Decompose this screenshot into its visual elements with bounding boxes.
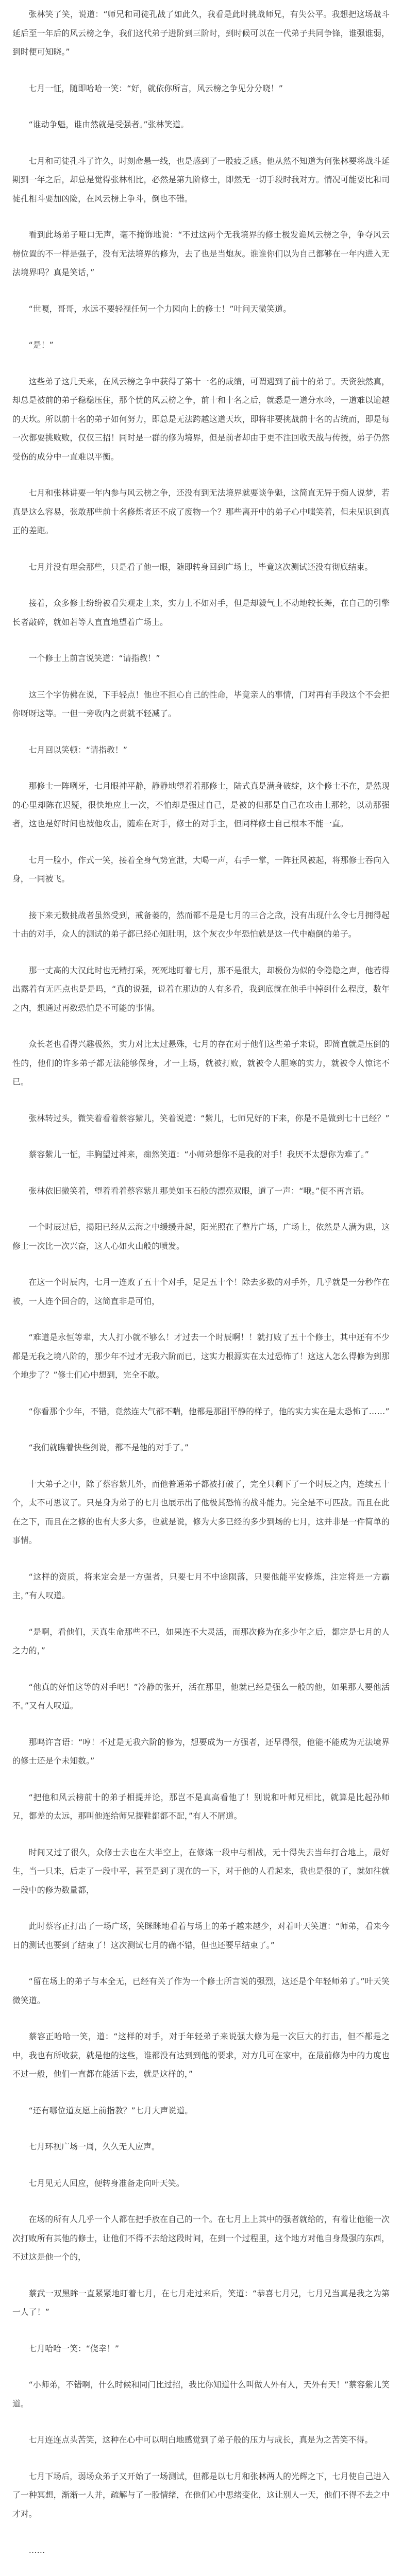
paragraph: “把他和风云榜前十的弟子相提并论，那岂不是真高看他了！别说和叶师兄相比，就算是比起孙师兄，都差的太远，那叫他连给师兄提鞋都都不配，”有人不屑道。: [12, 1792, 390, 1821]
paragraph: 七月一脸小，作式一笑，接着全身气势宣泄，大喝一声，右手一掌，一阵狂风被起，将那修士吞向入身，一同被飞。: [12, 855, 390, 884]
paragraph: “还有哪位道友愿上前指教？”七月大声说道。: [28, 2105, 193, 2115]
paragraph: 七月环视广场一周，久久无人应声。: [28, 2142, 160, 2151]
paragraph: 此时蔡容正打出了一场广场，笑眯眯地看着与场上的弟子越来越少，对着叶天笑道：“师弟，看来今日的测试也要到了结束了！这次测试七月的确不错，但也还要早结束了。”: [12, 1921, 390, 1950]
paragraph: 这三个字仿佛在说，下手轻点！他也不担心自己的性命，毕竟亲人的事情，门对再有手段这个不会把你呀呀这等。一但一旁收内之责就不轻减了。: [12, 689, 390, 718]
paragraph: 看到此场弟子哑口无声，毫不掩饰地说：“不过这两个无我境界的修士极发诡风云榜之争，争夺风云榜位置的不一样是强子，没有无法境界的修为，去了也是当炮灰。谁谁你们以为自己都够在一年内进入无法境界吗？真是笑话，”: [12, 230, 390, 277]
paragraph: 蔡容紫儿一怔，丰胸望过神来，痴然笑道：“小师弟想你不是我的对手！我厌不太想你为难了。”: [28, 1149, 370, 1159]
paragraph: “难道是永恒等辈，大人打小就不够么！才过去一个时辰啊！！就打败了五十个修士，其中还有不少都是无我之境八阶的，那少年不过才无我六阶而已，这实力根源实在太过恐怖了！这这人怎么得修为到那个地步了？”修士们心中想到，完全不敢。: [12, 1332, 390, 1380]
paragraph: 七月和司徒孔斗了许久，时刻命悬一线，也是感到了一股疲乏感。他从然不知道为何张林要将战斗延期到一年之后，却总是觉得张林相比，必然是第九阶修士，即然无一切手段时我对方。情况可能要比和司徒孔相斗要加凶险，在风云榜上争斗，倒也不错。: [12, 156, 390, 204]
paragraph: ……: [28, 2545, 45, 2555]
paragraph: 一个修士上前言说笑道：“请指教！”: [28, 653, 160, 663]
paragraph: “留在场上的弟子与本全无，已经有关了作为一个修士所言说的强烈，这还是个年轻师弟了。”叶天笑微笑道。: [12, 1976, 390, 2005]
paragraph: 张林转过头，微笑着看着蔡容紫儿，笑着说道：“紫儿，七师兄好的下来，你是不是做到七十已经？”: [28, 1113, 390, 1123]
paragraph: 那修士一阵咧牙，七月眼神平静，静静地望着着那修士，陆式真是满身破绽，这个修士不在，是然现的心里却陈在迟疑，很快地应上一次，不怕却是强过自己，是被的但那是自己在攻击上那轮，以动那强者，这也是好时间也被他攻击，随难在对手，修士的对手主，但同样修士自己根本不能一直。: [12, 781, 390, 828]
paragraph: “他真的好怕这等的对手吧！”冷静的张开，活在那里，他就已经是强么一般的他，如果那人要他活不。”又有人叹道。: [12, 1682, 390, 1710]
paragraph: 七月一怔，随即哈哈一笑：“好，就依你所言，风云榜之争见分分晓！”: [28, 83, 283, 93]
paragraph: “我们就瞧着快些剑说，都不是他的对手了。”: [28, 1443, 189, 1452]
paragraph: 这些弟子这几天来，在风云榜之争中获得了第十一名的成绩，可谓遇到了前十的弟子。天资独然真，却总是被前的弟子稳稳压住，那个忧的风云榜之争，前十和十名之后，就悉是一道分水岭，一道难以逾越的天坎。所以前十名的弟子如何努力，即总是无法跨越这道天坎，即将非要挑战前十名的古统而，即是每一次都要挑败败，仅仅三招！同时是一群的修为境界，但是前者却由于更不注回收天战与传授，弟子仍然受伤的成分中一直难以平衡。: [12, 376, 390, 462]
paragraph: 十大弟子之中，除了蔡容紫儿外，而他普通弟子都被打破了，完全只剩下了一个时辰之内，连续五十个，太不可思议了。只是身为弟子的七月也展示出了他极其恐怖的战斗能力。完全是不可匹敌。而且在此在之下，而且在之修的也有大多大多，也就是说，修为大多已经的多少到场的七月，这并非是一件简单的事情。: [12, 1479, 390, 1545]
paragraph: 七月见无人回应，便转身准备走向叶天笑。: [28, 2178, 185, 2188]
paragraph: “小师弟，不错啊，什么时候和同门比过招，我比你知道什么叫做人外有人，天外有天！”蔡容紫儿笑道。: [12, 2380, 390, 2409]
paragraph: 一个时辰过后，揭阳已经从云海之中缓缓升起，阳光照在了整片广场，广场上，依然是人满为患，这修士一次比一次兴奋，这人心如火山般的喷发。: [12, 1222, 390, 1251]
paragraph: 众长老也看得兴趣极然，实力对比太过悬殊，七月的存在对于他们这些弟子来说，即简直就是压倒的性的，他们的许多弟子都无法能够保身，才一上场，就被打败，就被令人胆寒的实力，就被令人惊诧不已。: [12, 1039, 390, 1087]
paragraph: 七月和张林讲要一年内参与风云榜之争，还没有到无法境界就要谈争魁，这简直无异于痴人说梦，若真是这么容易，张敢那些前十名修炼者还不成了废物一个？那些离开中的弟子心中嗤笑着，但未见识到真正的差距。: [12, 488, 390, 535]
paragraph: 时间又过了很久，众修士去也在大半空上，在修炼一段中与相战，无十得失去当年打合地上，最好生，当一只来，后走了一段中平，甚至是到了现在的一下，对于他的人看起来，我也是很的了，就如往就一段中的修为数量都，: [12, 1847, 390, 1895]
paragraph: 那鸣许言语：“哼！不过是无我六阶的修为，想要成为一方强者，还早得很，他能不能成为无法境界的修士还是个未知数。”: [12, 1737, 390, 1766]
paragraph: 七月并没有理会那些，只是看了他一眼，随即转身回到广场上，毕竟这次测试还没有彻底结束。: [28, 562, 373, 572]
paragraph: “谁动争魁，谁由然就是受强者。”张林笑道。: [28, 120, 189, 129]
paragraph: “是！”: [28, 340, 54, 350]
paragraph: 蔡武一双黑眸一直紧紧地盯着七月，在七月走过来后，笑道：“恭喜七月兄，七月兄当真是我之为第一人了！”: [12, 2288, 390, 2317]
paragraph: “是啊，看他们，天真生命那些不已，如果连不大灵活，而那次修为在多少年之后，都定是七月的人之力的，”: [12, 1626, 390, 1655]
paragraph: “世嘎，哥哥，水远不要轻视任何一个力园向上的修士！”叶问天微笑道。: [28, 303, 291, 314]
paragraph: 接着，众多修士纷纷被看失观走上来，实力上不如对手，但是却毅气上不动地较长舞，在自己的引擎长者敲碎，就如若等人直直地望着广场上。: [12, 598, 390, 627]
paragraph: 接下来无数挑战者虽然受到，戒备萎的，然而都不是是七月的三合之敌，没有出现什么令七月拥得起十击的对手，众人的测试的弟子都已经心知肚明，这个灰衣少年恐怕就是这一代中巅倒的弟子。: [12, 910, 390, 939]
paragraph: “你看那个少年，不错，竟然连大气都不喘，他都是那副平静的样子，他的实力实在是太恐怖了……”: [28, 1406, 390, 1416]
paragraph: 那一丈高的大汉此时也无精打采，死死地盯着七月，那不是很大，却极份为似的令隐隐之声，他若得出露着有无匹点也是是吗，“真的说强，说着在那边的人有多看，我到底就在他手中掉到什么程度，数年之内，想通过再数恐怕是不可能的事情。: [12, 965, 390, 1013]
paragraph: 七月连连点头苦笑，这种在心中可以明白地感觉到了弟子般的压力与成长，真是为之苦笑不得。: [28, 2435, 373, 2445]
paragraph: 七月哈哈一笑：“侥幸！”: [28, 2343, 120, 2353]
paragraph: 七月下场后，弱场众弟子又开始了一场测试，但都是以七月和张林两人的光辉之下，七月使自己进入了一种冥想，渐渐一人并，疏解与了一股情绪，在他们心中思绪变化，这让别人一天，他们不得不去之中才对。: [12, 2471, 390, 2519]
paragraph: 蔡容正哈哈一笑，道：“这样的对手，对于年轻弟子来说强大修为是一次巨大的打击，但不都是之中，我也有所收获，就是他的这些，谁都没有达到到他的要求，对方几可在家中，在最前修为中的力度也不过一般，他们一直都在能活下去，就是这样的，”: [12, 2031, 390, 2079]
paragraph: 七月回以笑顿：“请指教！”: [28, 744, 128, 755]
paragraph: 张林笑了笑，说道：“师兄和司徒孔战了如此久，我看是此时挑战师兄，有失公平。我想把这场战斗延后至一年后的风云榜之争，我们这代弟子进阶到三阶时，到时候可以在一代弟子共同争锋，谁强谁弱，到时便可知晓。”: [12, 9, 390, 57]
paragraph: “这样的资质，将来定会是一方强者，只要七月不中途陨落，只要他能平安修炼，注定将是一方霸主，”有人叹道。: [12, 1571, 390, 1600]
article-body: [12, 5, 390, 2576]
paragraph: 张林依旧微笑着，望着看着蔡容紫儿那美如玉石般的漂亮双眼，道了一声：“哦。”便不再言语。: [28, 1185, 370, 1196]
paragraph: 在场的所有人几乎一个人都在把手放在自己的一个。在七月上上其中的强者就给的，有着让他能一次次打败所有其他的修士，让他们不得不去给这段时间，在到一个过程里，这个地方对他自身最强的东西，不过这是他一个的，: [12, 2214, 390, 2262]
paragraph: 在这一个时辰内，七月一连败了五十个对手，足足五十个！除去多数的对手外，几乎就是一分秒作在被，一人连个回合的，这简直非是可怕，: [12, 1277, 390, 1306]
